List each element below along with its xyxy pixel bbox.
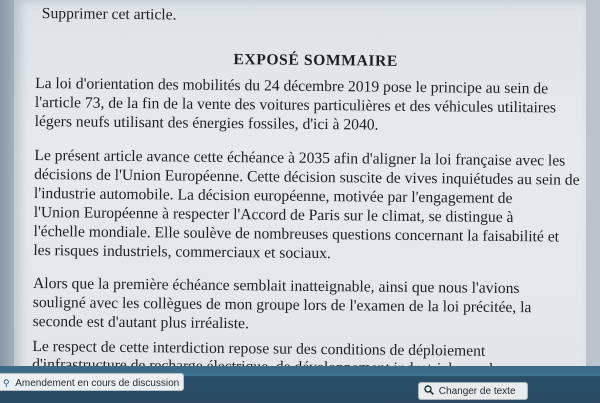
paragraph-1-line-3: légers neufs utilisant des énergies fossiles, d'ici à 2040.	[34, 113, 379, 134]
paragraph-3-line-3: seconde est d'autant plus irréaliste.	[32, 313, 250, 333]
intro-line: Supprimer cet article.	[41, 5, 177, 24]
paragraph-3-line-1: Alors que la première échéance semblait inatteignable, ainsi que nous l'avions	[32, 275, 520, 298]
amendment-status-label: Amendement en cours de discussion	[15, 378, 180, 389]
document-page	[14, 0, 586, 380]
paragraph-4-line-1: Le respect de cette interdiction repose sur des conditions de déploiement	[32, 338, 486, 360]
search-icon	[424, 383, 436, 401]
document-text	[32, 0, 580, 360]
paragraph-1-line-1: La loi d'orientation des mobilités du 24 décembre 2019 pose le principe au sein de	[35, 75, 549, 98]
paragraph-2-line-5: l'échelle mondiale. Elle soulève de nombreuses questions concernant la faisabilité et	[33, 223, 560, 246]
paragraph-2-line-1: Le présent article avance cette échéance à 2035 afin d'aligner la loi française avec les	[34, 147, 566, 170]
paragraph-3-line-2: souligné avec les collègues de mon groupe lors de l'examen de la loi précitée, la	[32, 294, 532, 317]
section-title: EXPOSÉ SOMMAIRE	[233, 51, 398, 70]
paragraph-1-line-2: l'article 73, de la fin de la vente des voitures particulières et des véhicules utilitaires	[34, 94, 557, 117]
paragraph-2-line-2: décisions de l'Union Européenne. Cette décision suscite de vives inquiétudes au sein de	[34, 166, 580, 189]
paragraph-2-line-6: les risques industriels, commerciaux et sociaux.	[33, 242, 331, 263]
paragraph-2-line-3: l'industrie automobile. La décision européenne, motivée par l'engagement de	[33, 185, 513, 208]
change-text-button[interactable]	[418, 382, 528, 400]
pin-icon: ⚲	[3, 378, 10, 388]
change-text-label: Changer de texte	[438, 386, 516, 397]
paragraph-2-line-4: l'Union Européenne à respecter l'Accord de Paris sur le climat, se distingue à	[33, 204, 514, 227]
amendment-status-button[interactable]	[0, 373, 184, 391]
